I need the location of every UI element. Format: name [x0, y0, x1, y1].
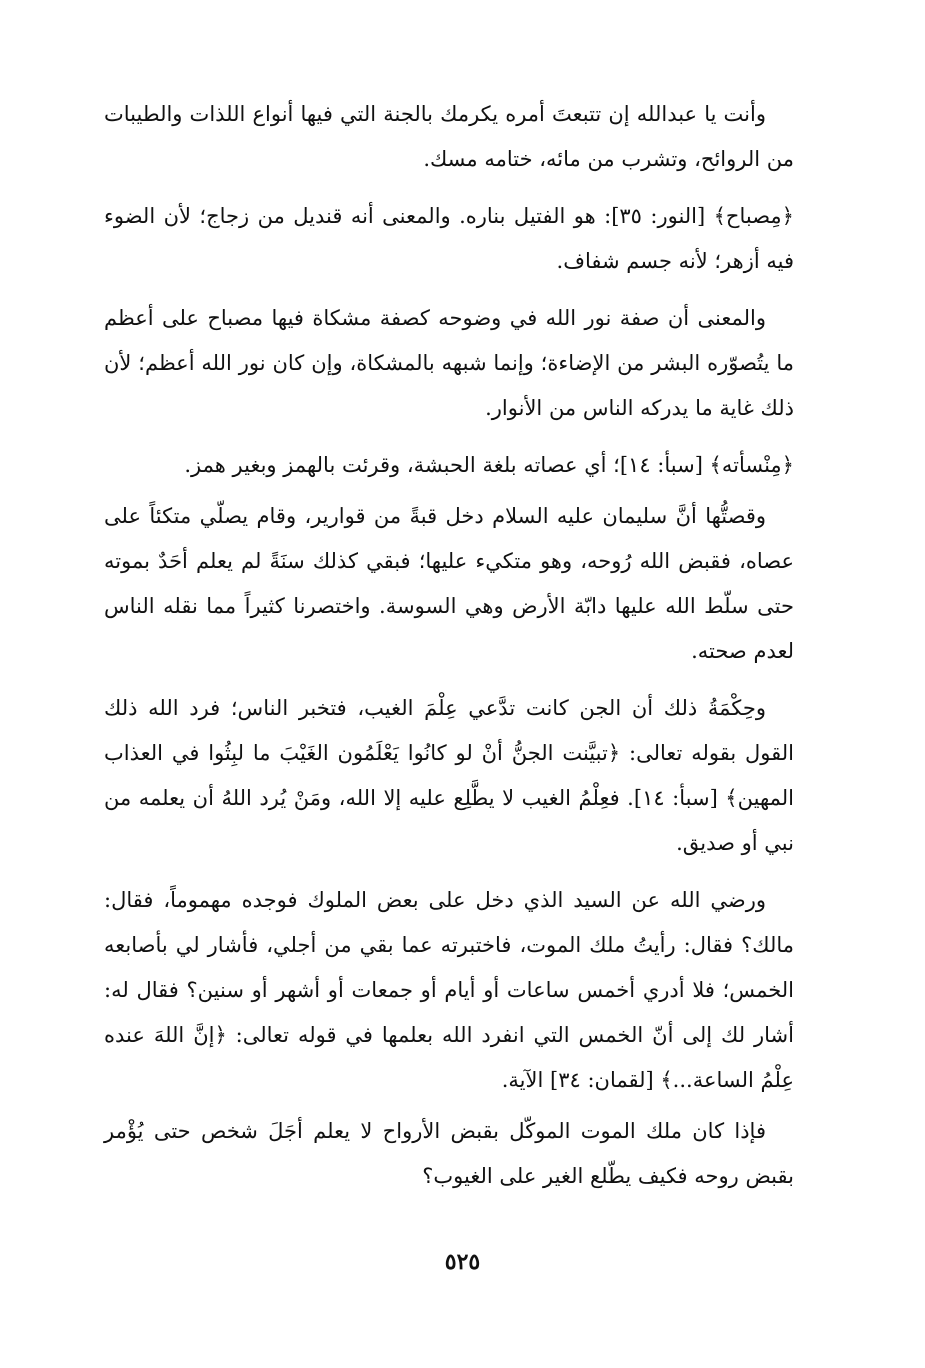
- paragraph-solomon-story: وقصتُّها أنَّ سليمان عليه السلام دخل قبةً من قوارير، وقام يصلّي متكئاً على عصاه، فقبض الله رُوحه، وهو متكيء عليها؛ فبقي كذلك سنَةً لم يعلم أحَدٌ بموته حتى سلّط الله عليها دابّة الأرض وهي السوسة. واختصرنا كثيراً مما نقله الناس لعدم صحته.: [104, 504, 794, 663]
- paragraph-angel-of-death-story: ورضي الله عن السيد الذي دخل على بعض الملوك فوجده مهموماً، فقال: مالك؟ فقال: رأيتُ ملك الموت، فاختبرته عما بقي من أجلي، فأشار لي بأصابعه الخمس؛ فلا أدري أخمس ساعات أو أيام أو جمعات أو أشهر أو سنين؟ فقال له: أشار لك إلى أنّ الخمس التي انفرد الله بعلمها في قوله تعالى: ﴿إنَّ اللهَ عنده عِلْمُ الساعة...﴾ [لقمان: ٣٤] الآية.: [104, 888, 794, 1092]
- paragraph-minsaatuh-definition: ﴿مِنْسأته﴾ [سبأ: ١٤]؛ أي عصاته بلغة الحبشة، وقرئت بالهمز وبغير همز.: [184, 453, 794, 477]
- paragraph-misbah-definition: ﴿مِصباح﴾ [النور: ٣٥]: هو الفتيل بناره. والمعنى أنه قنديل من زجاج؛ لأن الضوء فيه أزهر؛ لأنه جسم شفاف.: [104, 204, 794, 273]
- paragraph-light-meaning: والمعنى أن صفة نور الله في وضوحه كصفة مشكاة فيها مصباح على أعظم ما يتُصوّره البشر من الإضاءة؛ وإنما شبهه بالمشكاة، وإن كان نور الله أعظم؛ لأن ذلك غاية ما يدركه الناس من الأنوار.: [104, 306, 794, 420]
- page-body: [104, 92, 794, 1211]
- paragraph-conclusion: فإذا كان ملك الموت الموكّل بقبض الأرواح لا يعلم أجَلَ شخص حتى يُؤْمر بقبض روحه فكيف يطّلع الغير على الغيوب؟: [104, 1119, 794, 1188]
- page-number: ٥٢٥: [444, 1249, 481, 1275]
- paragraph-paradise: وأنت يا عبدالله إن تتبعتَ أمره يكرمك بالجنة التي فيها أنواع اللذات والطيبات من الروائح، وتشرب من مائه، ختامه مسك.: [104, 102, 794, 171]
- paragraph-jinn-wisdom: وحِكْمَةُ ذلك أن الجن كانت تدَّعي عِلْمَ الغيب، فتخبر الناس؛ فرد الله ذلك القول بقوله تعالى: ﴿تبيَّنت الجنُّ أنْ لو كانُوا يَعْلَمُون الغَيْبَ ما لبِثُوا في العذاب المهين﴾ [سبأ: ١٤]. فعِلْمُ الغيب لا يطَّلِع عليه إلا الله، ومَنْ يُرد اللهُ أن يعلمه من نبي أو صديق.: [104, 696, 794, 855]
